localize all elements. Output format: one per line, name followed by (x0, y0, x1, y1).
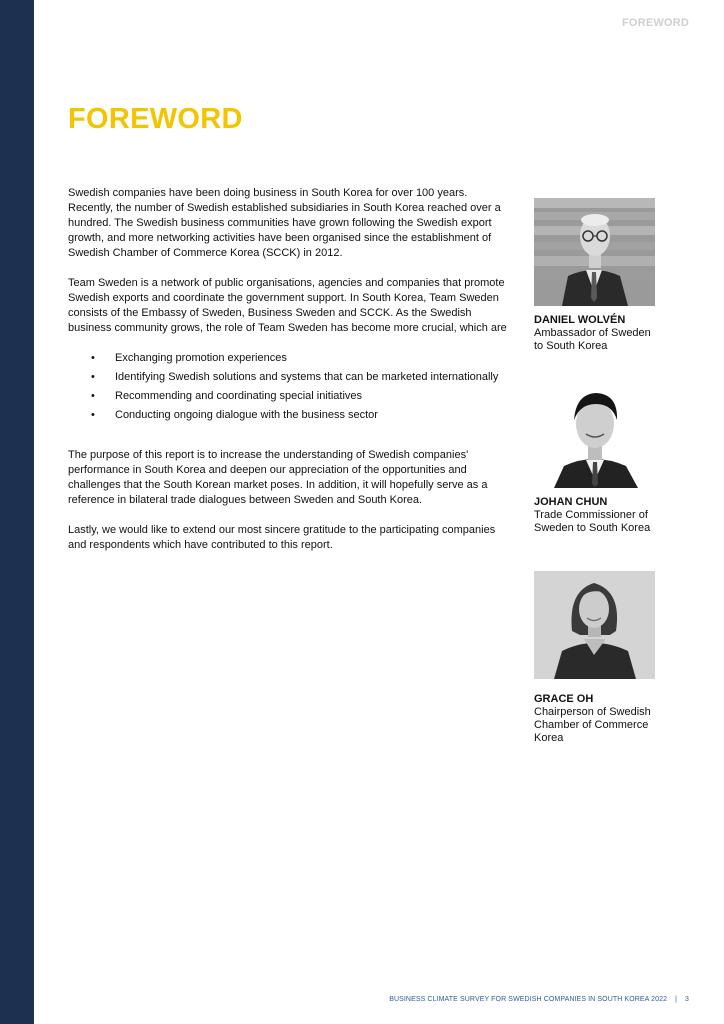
person-card-daniel (534, 198, 659, 353)
portrait-photo (534, 198, 655, 306)
bullet-list (68, 351, 508, 427)
page-title: FOREWORD (68, 103, 243, 135)
side-bar (0, 0, 34, 1024)
person-card-johan (534, 380, 659, 535)
page-footer (389, 996, 689, 1003)
paragraph-1: Swedish companies have been doing business in South Korea for over 100 years. Recently, the number of Swedish established subsidiaries in South Korea reached over a hundred. The Swedish business communities have grown following the Swedish export growth, and more networking activities have been organised since the establishment of Swedish Chamber of Commerce Korea (SCCK) in 2012. (68, 187, 501, 259)
person-role: Trade Commissioner of Sweden to South Korea (534, 509, 651, 534)
bullet-icon: • (91, 352, 95, 364)
list-item (68, 389, 508, 408)
list-item-text: Conducting ongoing dialogue with the business sector (115, 409, 378, 421)
body-text (68, 186, 508, 568)
bullet-icon: • (91, 409, 95, 421)
list-item (68, 351, 508, 370)
person-role: Chairperson of Swedish Chamber of Commerce Korea (534, 706, 651, 744)
bullet-icon: • (91, 371, 95, 383)
footer-text: BUSINESS CLIMATE SURVEY FOR SWEDISH COMPANIES IN SOUTH KOREA 2022 (389, 996, 668, 1003)
person-card-grace (534, 565, 659, 745)
person-name: DANIEL WOLVÉN (534, 314, 626, 326)
list-item (68, 370, 508, 389)
paragraph-4: Lastly, we would like to extend our most sincere gratitude to the participating companies and respondents which have contributed to this report. (68, 524, 496, 551)
footer-separator: | (675, 996, 677, 1003)
person-name: JOHAN CHUN (534, 496, 608, 508)
bullet-icon: • (91, 390, 95, 402)
paragraph-3: The purpose of this report is to increase the understanding of Swedish companies' performance in South Korea and deepen our appreciation of the opportunities and challenges that the South Korean market poses. In addition, it will hopefully serve as a reference in bilateral trade dialogues between Sweden and South Korea. (68, 449, 488, 506)
person-name: GRACE OH (534, 693, 594, 705)
page-number: 3 (685, 996, 689, 1003)
portrait-photo (534, 565, 655, 685)
paragraph-2: Team Sweden is a network of public organisations, agencies and companies that promote Swedish exports and coordinate the government support. In South Korea, Team Sweden consists of the Embassy of Sweden, Business Sweden and SCCK. As the Swedish business community grows, the role of Team Sweden has become more crucial, which are (68, 277, 507, 334)
list-item (68, 408, 508, 427)
running-header: FOREWORD (622, 17, 689, 29)
list-item-text: Identifying Swedish solutions and systems that can be marketed internationally (115, 371, 499, 383)
person-role: Ambassador of Sweden to South Korea (534, 327, 651, 352)
list-item-text: Recommending and coordinating special initiatives (115, 390, 363, 402)
portrait-photo (534, 380, 655, 488)
list-item-text: Exchanging promotion experiences (115, 352, 287, 364)
